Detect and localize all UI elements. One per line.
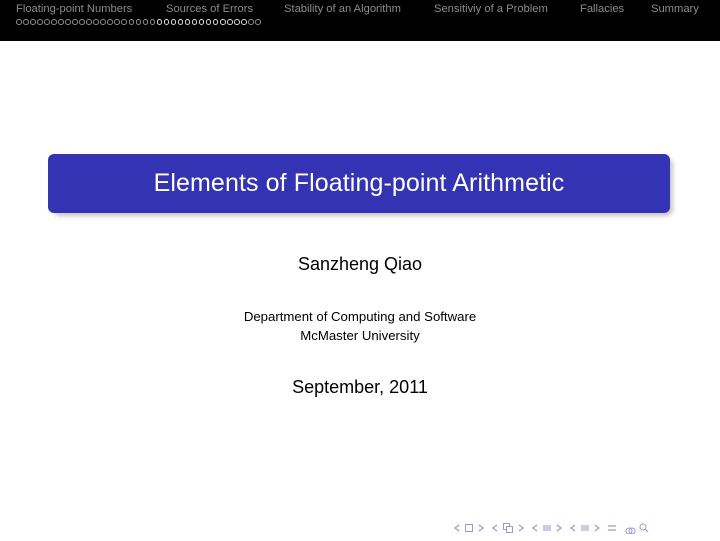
frame-dot[interactable] [129,19,135,25]
frame-progress-dots [16,19,261,27]
frame-dot[interactable] [51,19,57,25]
subsection-prev-icon[interactable] [490,523,500,533]
nav-section-sources-of-errors[interactable]: Sources of Errors [166,3,254,15]
section-prev-icon[interactable] [530,523,540,533]
section-next-icon[interactable] [554,523,564,533]
frame-dot[interactable] [213,19,219,25]
frame-dot[interactable] [16,19,22,25]
frame-dot[interactable] [220,19,226,25]
title-box [48,154,670,213]
frame-dot[interactable] [234,19,240,25]
frame-dot[interactable] [136,19,142,25]
frame-dot[interactable] [93,19,99,25]
frame-next-icon[interactable] [476,523,486,533]
nav-section-floating-point-numbers[interactable]: Floating-point Numbers [16,3,133,15]
nav-section-stability-of-an-algorithm[interactable]: Stability of an Algorithm [284,3,401,15]
section-list-icon[interactable] [542,523,552,533]
frame-dot[interactable] [199,19,205,25]
frame-dot[interactable] [192,19,198,25]
frame-dot[interactable] [206,19,212,25]
frame-dot[interactable] [72,19,78,25]
frame-dot[interactable] [185,19,191,25]
appendix-prev-icon[interactable] [568,523,578,533]
nav-section-fallacies[interactable]: Fallacies [580,3,625,15]
author-name: Sanzheng Qiao [297,254,423,274]
appendix-next-icon[interactable] [592,523,602,533]
frame-dot[interactable] [23,19,29,25]
section-navigation [0,3,720,17]
nav-section-sensitivity-of-a-problem[interactable]: Sensitiviy of a Problem [434,3,548,15]
frame-dot[interactable] [255,19,261,25]
frame-dot[interactable] [227,19,233,25]
frame-dot[interactable] [79,19,85,25]
beamer-navigation-symbols [452,519,650,537]
presentation-date: September, 2011 [292,377,428,397]
institute-university: McMaster University [300,328,420,343]
frame-dot[interactable] [241,19,247,25]
frame-dot[interactable] [143,19,149,25]
frame-dot[interactable] [65,19,71,25]
frame-dot[interactable] [164,19,170,25]
presentation-title: Elements of Floating-point Arithmetic [153,169,565,197]
frame-dot[interactable] [114,19,120,25]
frame-prev-icon[interactable] [464,523,474,533]
align-icon[interactable] [606,523,618,533]
headline-bar [0,0,720,41]
frame-first-icon[interactable] [452,523,462,533]
search-icon[interactable] [622,522,650,534]
frame-dot[interactable] [150,19,156,25]
frame-dot[interactable] [100,19,106,25]
frame-dot[interactable] [58,19,64,25]
subsection-next-icon[interactable] [502,522,514,534]
nav-section-summary[interactable]: Summary [651,3,699,15]
frame-dot[interactable] [178,19,184,25]
frame-dot[interactable] [86,19,92,25]
frame-dot[interactable] [248,19,254,25]
frame-dot[interactable] [157,19,163,25]
frame-dot[interactable] [44,19,50,25]
appendix-list-icon[interactable] [580,523,590,533]
frame-dot[interactable] [171,19,177,25]
institute-department: Department of Computing and Software [243,309,477,324]
subsection-forward-icon[interactable] [516,523,526,533]
frame-dot[interactable] [107,19,113,25]
frame-dot[interactable] [37,19,43,25]
frame-dot[interactable] [30,19,36,25]
frame-dot[interactable] [121,19,127,25]
